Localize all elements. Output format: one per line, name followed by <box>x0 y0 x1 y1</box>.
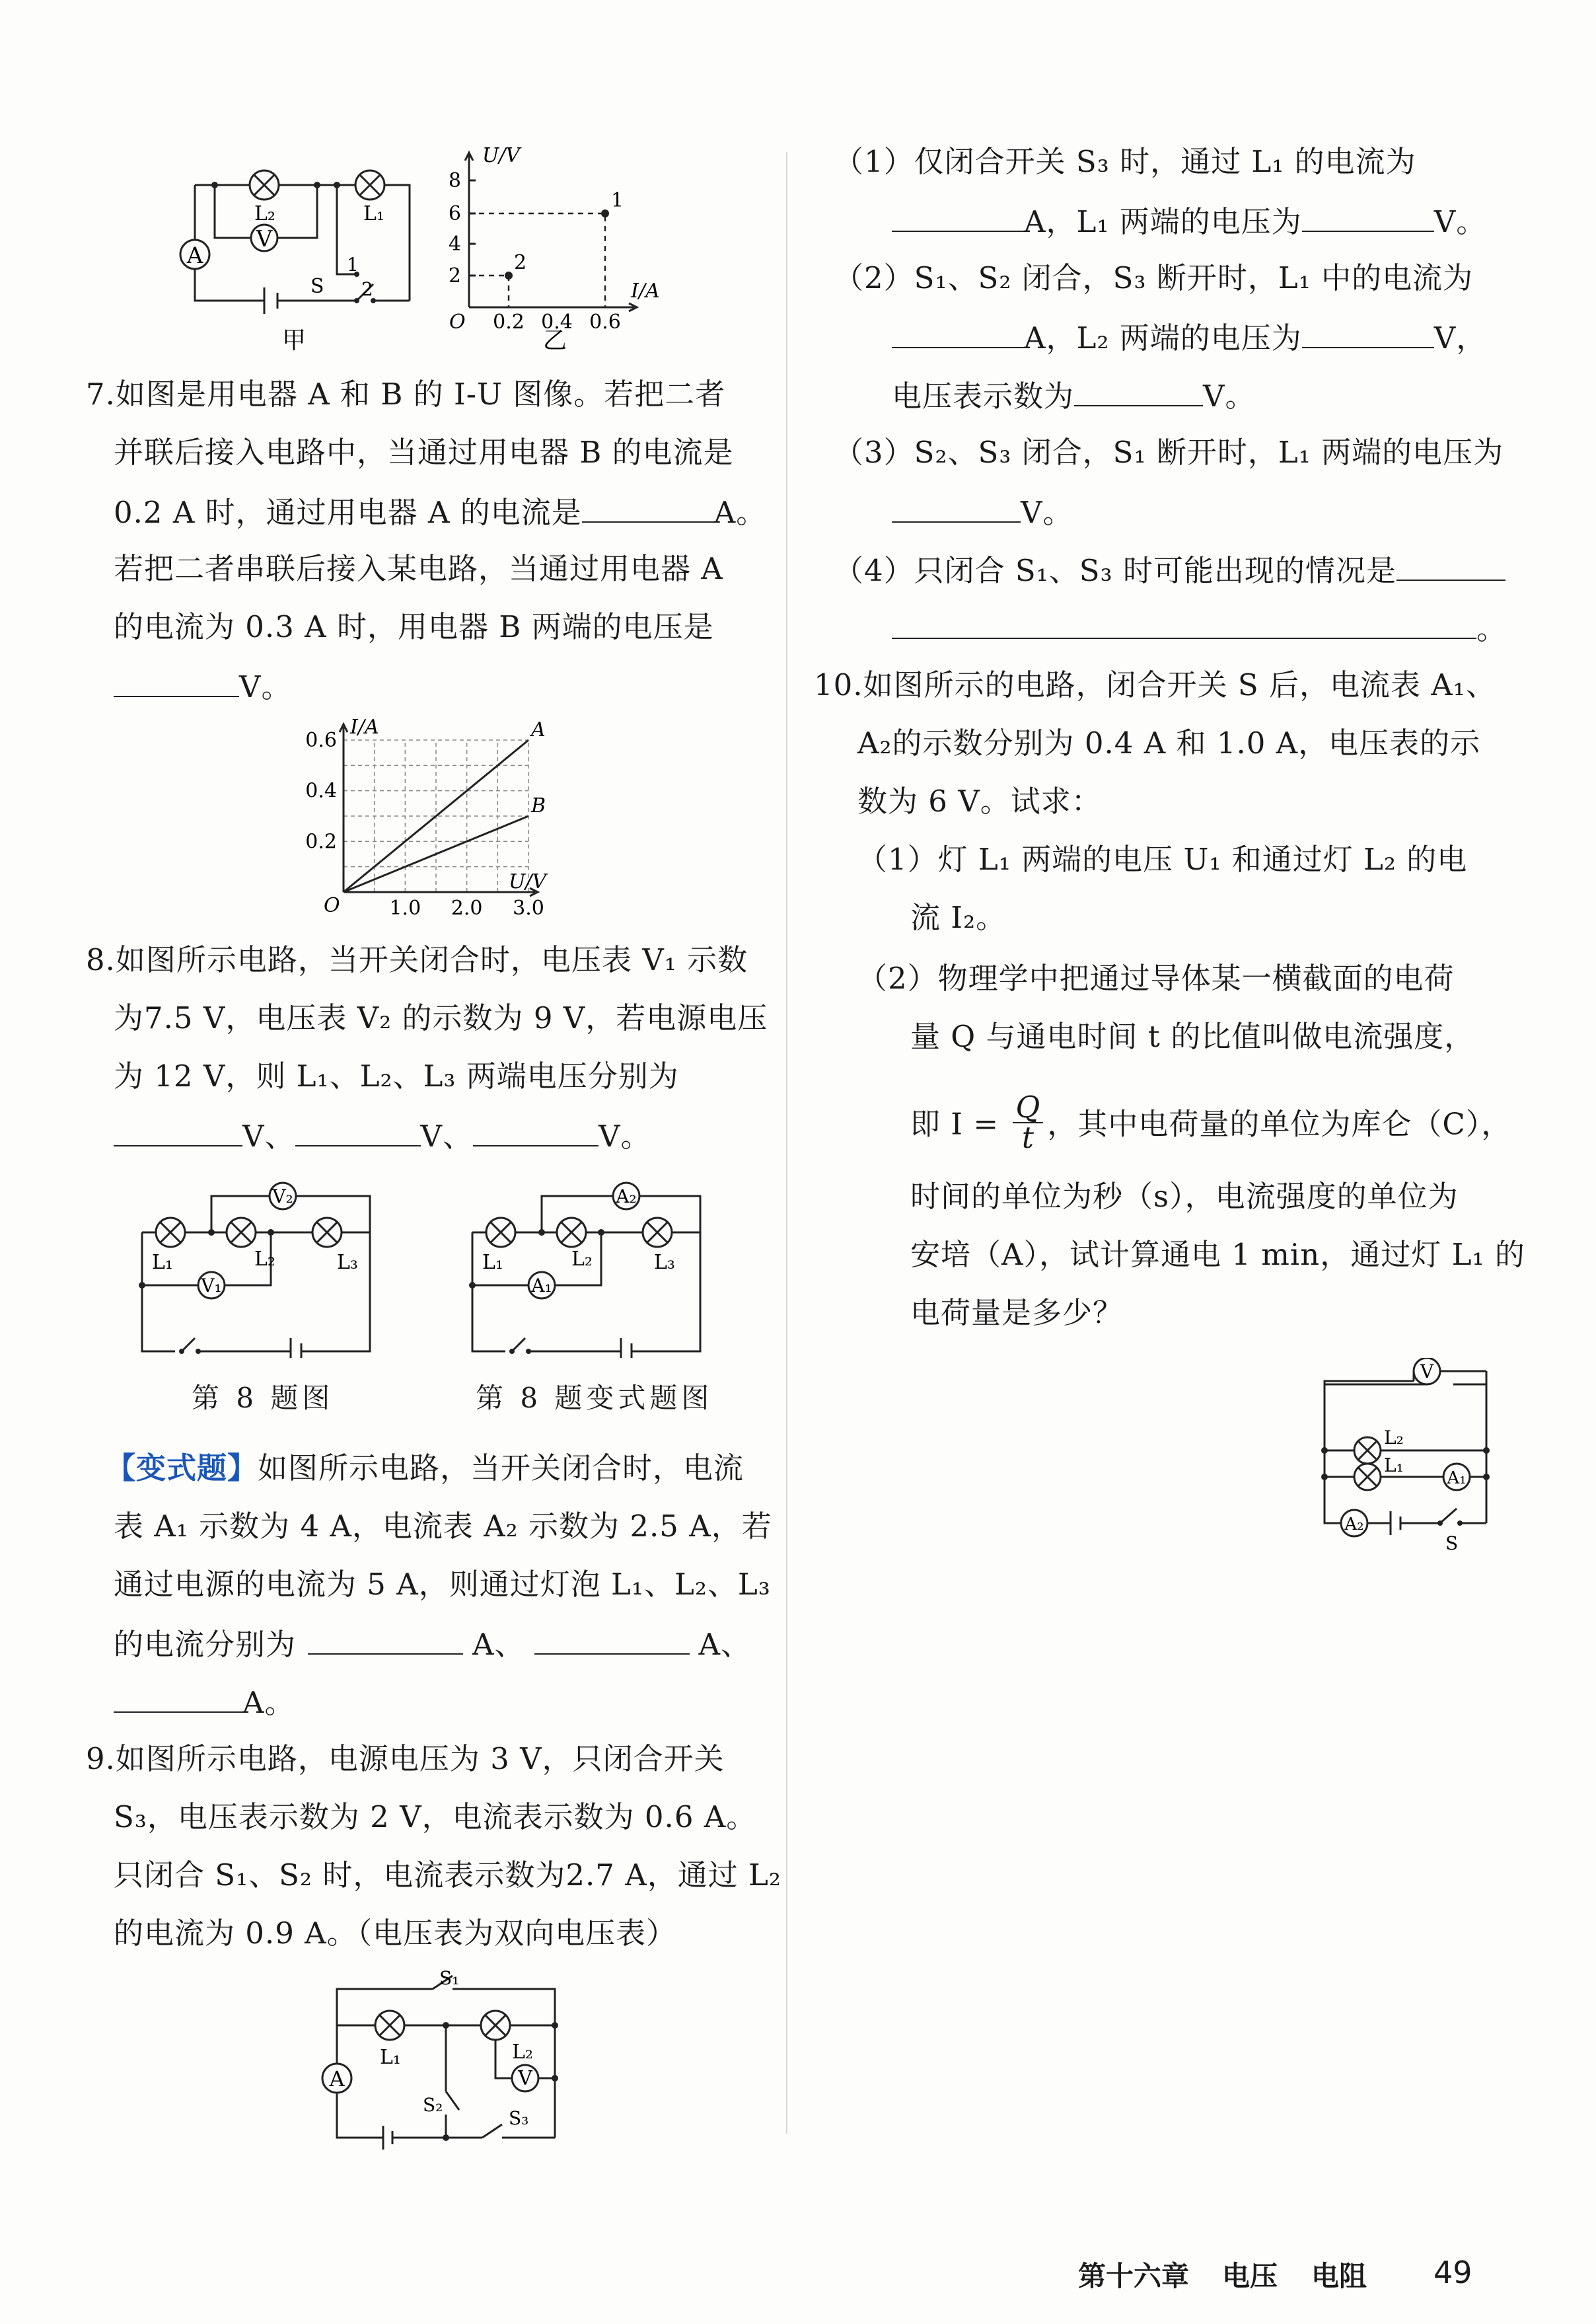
footer-title-2: 电阻 <box>1311 2260 1367 2292</box>
y-tick: 2 <box>448 264 461 287</box>
figure-q9-circuit <box>310 1966 575 2151</box>
q9-part4-line1 <box>834 549 1505 591</box>
q10-line-2: A₂的示数分别为 0.4 A 和 1.0 A，电压表的示 <box>857 726 1481 761</box>
answer-blank[interactable] <box>892 317 1024 348</box>
lamp-l3-label: L₃ <box>337 1251 358 1274</box>
q9-text: （4）只闭合 S₁、S₃ 时可能出现的情况是 <box>834 553 1396 588</box>
switch-label: S <box>310 275 324 298</box>
unit: V。 <box>598 1119 651 1154</box>
variant-text: 如图所示电路，当开关闭合时，电流 <box>258 1450 744 1485</box>
switch-s3-label: S₃ <box>509 2107 529 2129</box>
q7-unit: V。 <box>239 669 292 704</box>
x-tick: 0.4 <box>541 311 573 334</box>
q8-line-3: 为 12 V，则 L₁、L₂、L₃ 两端电压分别为 <box>114 1059 679 1094</box>
answer-blank[interactable] <box>892 607 1476 639</box>
q7-line-5: 的电流为 0.3 A 时，用电器 B 两端的电压是 <box>114 609 714 644</box>
figure-q8-circuit <box>132 1173 383 1358</box>
variant-line-3: 通过电源的电流为 5 A，则通过灯泡 L₁、L₂、L₃ <box>114 1567 771 1602</box>
series-label-B: B <box>531 794 546 817</box>
lamp-l2-label: L₂ <box>571 1248 593 1271</box>
q7-unit: A。 <box>713 495 767 530</box>
q10-line-8 <box>910 1090 1512 1156</box>
series-line-B <box>344 816 528 892</box>
ammeter-label: A <box>329 2066 345 2091</box>
q7-line-3 <box>79 491 766 533</box>
variant-text: 的电流分别为 <box>114 1627 297 1662</box>
q10-line-5: 流 I₂。 <box>910 900 1007 935</box>
y-tick: 6 <box>448 202 461 225</box>
q10-line-10: 安培（A），试计算通电 1 min，通过灯 L₁ 的 <box>910 1237 1525 1272</box>
unit: 。 <box>1476 611 1507 646</box>
unit: V。 <box>1433 204 1487 239</box>
x-tick: 0.2 <box>493 311 525 334</box>
x-tick-label: 2.0 <box>451 897 483 920</box>
voltmeter-label: V <box>1420 1361 1434 1382</box>
voltmeter-v1-label: V₁ <box>201 1275 222 1296</box>
y-tick: 8 <box>448 169 461 192</box>
figure-q8-variant-caption: 第 8 题变式题图 <box>476 1382 713 1414</box>
y-tick-label: 0.2 <box>305 830 337 854</box>
q9-line-4: 的电流为 0.9 A。（电压表为双向电压表） <box>114 1916 677 1951</box>
ammeter-label: A <box>186 243 203 269</box>
lamp-l2-label: L₂ <box>254 1248 275 1271</box>
answer-blank[interactable] <box>892 491 1021 523</box>
iu-graph-chart <box>291 714 555 932</box>
q10-text: ，其中电荷量的单位为库仑（C）， <box>1047 1106 1512 1142</box>
voltmeter-label: V <box>518 2067 532 2090</box>
q7-line-4: 若把二者串联后接入某电路，当通过用电器 A <box>114 551 723 586</box>
lamp-l1-label: L₁ <box>380 2046 401 2069</box>
page-number: 49 <box>1433 2255 1472 2290</box>
origin-label: O <box>449 311 466 334</box>
answer-blank[interactable] <box>473 1115 598 1146</box>
answer-blank[interactable] <box>1396 549 1505 581</box>
y-tick: 4 <box>448 233 461 256</box>
footer-chapter: 第十六章 <box>1078 2260 1190 2292</box>
switch-contact-2: 2 <box>361 278 373 300</box>
switch-s1-label: S₁ <box>439 1967 460 1989</box>
fraction-denominator: t <box>1021 1120 1034 1155</box>
lamp-l1-label: L₁ <box>482 1251 503 1274</box>
q8-line-1: 8.如图所示电路，当开关闭合时，电压表 V₁ 示数 <box>86 942 748 977</box>
answer-blank[interactable] <box>295 1115 421 1146</box>
q9-part3-line1: （3）S₂、S₃ 闭合，S₁ 断开时，L₁ 两端的电压为 <box>834 435 1504 470</box>
figure-jia-caption: 甲 <box>281 327 307 354</box>
q8-line-4 <box>79 1115 651 1156</box>
answer-blank[interactable] <box>892 200 1024 232</box>
q9-part3-line2 <box>892 491 1073 533</box>
variant-line-4 <box>114 1623 751 1665</box>
lamp-l3-label: L₃ <box>654 1251 675 1274</box>
q8-line-2: 为7.5 V，电压表 V₂ 的示数为 9 V，若电源电压 <box>114 1000 768 1035</box>
q9-text: A，L₁ 两端的电压为 <box>1024 204 1302 239</box>
q10-text: 即 I = <box>910 1106 999 1142</box>
x-tick-label: 3.0 <box>513 897 544 920</box>
unit: A。 <box>242 1685 295 1720</box>
q7-line-2: 并联后接入电路中，当通过用电器 B 的电流是 <box>114 435 734 470</box>
q9-part2-line2 <box>892 317 1486 358</box>
variant-tag: 【变式题】 <box>106 1450 258 1485</box>
answer-blank[interactable] <box>1302 317 1434 348</box>
q9-text: 电压表示数为 <box>892 379 1075 414</box>
switch-contact-1: 1 <box>347 254 359 276</box>
lamp-l2-label: L₂ <box>512 2041 533 2064</box>
ammeter-a2-label: A₂ <box>1344 1515 1364 1534</box>
x-axis-label: U/V <box>509 870 547 893</box>
q9-part1-line2 <box>892 200 1486 242</box>
series-label-A: A <box>531 718 546 741</box>
figure-yi-caption: 乙 <box>542 327 567 354</box>
formula-fraction <box>1013 1090 1043 1155</box>
q7-text: 0.2 A 时，通过用电器 A 的电流是 <box>114 495 582 530</box>
graph-point-1: 1 <box>611 189 624 212</box>
variant-line-5 <box>114 1681 295 1723</box>
x-axis-label: I/A <box>631 280 660 303</box>
q7-line-1: 7.如图是用电器 A 和 B 的 I-U 图像。若把二者 <box>86 377 726 412</box>
answer-blank[interactable] <box>582 491 714 523</box>
footer-title-1: 电压 <box>1222 2260 1278 2292</box>
unit: V。 <box>1021 495 1073 530</box>
q10-line-7: 量 Q 与通电时间 t 的比值叫做电流强度， <box>910 1019 1475 1054</box>
fraction-numerator: Q <box>1013 1093 1043 1123</box>
q9-line-3: 只闭合 S₁、S₂ 时，电流表示数为2.7 A，通过 L₂ <box>114 1857 781 1893</box>
column-divider <box>786 152 787 2134</box>
lamp-l1-label: L₁ <box>152 1251 173 1274</box>
q10-line-1: 10.如图所示的电路，闭合开关 S 后，电流表 A₁、 <box>814 667 1496 702</box>
variant-line-2: 表 A₁ 示数为 4 A，电流表 A₂ 示数为 2.5 A，若 <box>114 1509 772 1544</box>
q9-part4-line2 <box>892 607 1507 649</box>
graph-point-2: 2 <box>514 251 527 274</box>
variant-line-1 <box>106 1448 744 1488</box>
voltmeter-v2-label: V₂ <box>272 1185 293 1207</box>
q7-line-6 <box>79 665 292 707</box>
y-axis-label: U/V <box>482 144 521 167</box>
answer-blank[interactable] <box>1074 375 1203 406</box>
q9-line-2: S₃，电压表示数为 2 V，电流表示数为 0.6 A。 <box>114 1799 757 1834</box>
y-tick-label: 0.6 <box>305 729 337 752</box>
figure-q8-variant-circuit <box>462 1173 713 1358</box>
lamp-l2-label: L₂ <box>1384 1427 1404 1448</box>
answer-blank[interactable] <box>114 665 239 697</box>
lamp-l1-label: L₁ <box>363 202 384 225</box>
q10-line-3: 数为 6 V。试求： <box>857 784 1102 819</box>
q10-line-9: 时间的单位为秒（s），电流强度的单位为 <box>910 1179 1459 1214</box>
answer-blank[interactable] <box>114 1681 242 1713</box>
unit: V， <box>1433 320 1487 356</box>
lamp-l2-label: L₂ <box>254 202 275 225</box>
ammeter-a1-label: A₁ <box>531 1275 552 1296</box>
switch-label: S <box>1445 1532 1459 1554</box>
figure-q6-circuit-and-graph <box>172 142 674 360</box>
q9-part1-line1: （1）仅闭合开关 S₃ 时，通过 L₁ 的电流为 <box>834 144 1416 179</box>
unit: A、 <box>698 1627 752 1662</box>
figure-q10-circuit <box>1315 1358 1500 1556</box>
q9-text: A，L₂ 两端的电压为 <box>1024 320 1302 356</box>
q9-line-1: 9.如图所示电路，电源电压为 3 V，只闭合开关 <box>86 1741 725 1776</box>
switch-s2-label: S₂ <box>423 2094 443 2116</box>
figure-q8-caption: 第 8 题图 <box>192 1382 334 1414</box>
voltmeter-label: V <box>256 226 273 252</box>
x-tick: 0.6 <box>589 311 621 334</box>
lamp-l1-label: L₁ <box>1384 1454 1404 1476</box>
q10-line-6: （2）物理学中把通过导体某一横截面的电荷 <box>857 961 1455 996</box>
ammeter-a1-label: A₁ <box>1447 1468 1467 1488</box>
answer-blank[interactable] <box>114 1115 242 1146</box>
answer-blank[interactable] <box>308 1623 463 1655</box>
y-axis-label: I/A <box>350 716 379 739</box>
x-tick-label: 1.0 <box>389 897 421 920</box>
q10-line-11: 电荷量是多少？ <box>910 1295 1124 1330</box>
q9-part2-line1: （2）S₁、S₂ 闭合，S₃ 断开时，L₁ 中的电流为 <box>834 260 1474 295</box>
unit: V、 <box>420 1119 473 1154</box>
origin-label: O <box>324 894 340 917</box>
unit: A、 <box>472 1627 525 1662</box>
unit: V。 <box>1203 379 1256 414</box>
answer-blank[interactable] <box>1302 200 1434 232</box>
y-tick-label: 0.4 <box>305 779 337 803</box>
ammeter-a2-label: A₂ <box>616 1185 637 1207</box>
unit: V、 <box>242 1119 295 1154</box>
q10-line-4: （1）灯 L₁ 两端的电压 U₁ 和通过灯 L₂ 的电 <box>857 842 1468 877</box>
q9-part2-line3 <box>892 375 1256 416</box>
answer-blank[interactable] <box>534 1623 690 1655</box>
